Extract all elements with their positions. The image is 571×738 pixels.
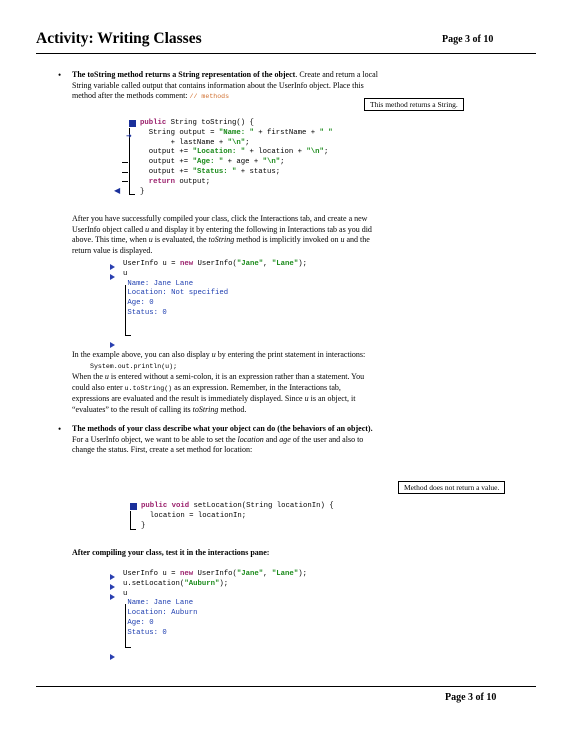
arrow-left-icon: ◀: [114, 186, 121, 195]
interactions-1: UserInfo u = new UserInfo("Jane", "Lane"); u Name: Jane Lane Location: Not specified Age: 0 Status: 0: [123, 260, 307, 317]
section1-line2: String variable called output that contains information about the UserInfo object. Place this: [72, 80, 364, 90]
code-bracket: [130, 511, 131, 529]
bullet-1: •: [58, 70, 62, 80]
tostring-code: public String toString() { String output = "Name: " + firstName + " " + lastName + "\n"; output += "Location: " + location + "\n"; output += "Age: " + age + "\n"; output += "Status: " + status; return output; }: [140, 119, 333, 196]
footer-rule: [36, 686, 536, 687]
interactions-2: UserInfo u = new UserInfo("Jane", "Lane"); u.setLocation("Auburn"); u Name: Jane Lane Location: Auburn Age: 0 Status: 0: [123, 570, 307, 637]
setlocation-code: public void setLocation(String locationIn) { location = locationIn; }: [141, 502, 334, 530]
after-compile-paragraph: After you have successfully compiled your class, click the Interactions tab, and create a new UserInfo object called u and display it by entering the following in Interactions tab as you did above. This time, when u is evaluated, the toString method is implicitly invoked on u and the return value is displayed.: [72, 214, 372, 255]
arrow-right-icon: ➜: [126, 132, 132, 140]
methods-comment: // methods: [189, 93, 230, 101]
prompt-icon: [110, 584, 115, 590]
header-rule: [36, 53, 536, 54]
output-bracket-end: [125, 647, 131, 648]
cursor-marker: [129, 120, 136, 127]
code-tick: [122, 181, 128, 182]
bullet-2: •: [58, 424, 62, 434]
section1-line1-rest: . Create and return a local: [295, 70, 378, 79]
after-compiling-heading: After compiling your class, test it in the interactions pane:: [72, 548, 270, 557]
print-paragraph: In the example above, you can also display u by entering the print statement in interactions: System.out.println(u); When the u is entered without a semi-colon, it is an expression rather than a statement. You could also enter u.toString() as an expression. Remember, in the Interactions tab, expressions are evaluated and the result is immediately displayed. Since u is an object, it “evaluates” to the result of calling its toString method.: [72, 350, 366, 414]
code-tick: [122, 162, 128, 163]
cursor-marker: [130, 503, 137, 510]
section1-lead: The toString method returns a String representation of the object: [72, 70, 296, 79]
header-page-number: Page 3 of 10: [442, 34, 494, 45]
section1-line3: method after the methods comment:: [72, 91, 190, 101]
code-bracket-end: [130, 529, 136, 530]
callout-no-return: Method does not return a value.: [398, 481, 505, 494]
prompt-icon: [110, 654, 115, 660]
code-tick: [122, 172, 128, 173]
prompt-icon: [110, 274, 115, 280]
output-bracket-end: [125, 335, 131, 336]
callout-returns-string: This method returns a String.: [364, 98, 464, 111]
prompt-icon: [110, 574, 115, 580]
page-title: Activity: Writing Classes: [36, 30, 202, 47]
prompt-icon: [110, 342, 115, 348]
section2-intro: The methods of your class describe what your object can do (the behaviors of an object). For a UserInfo object, we want to be able to set the location and age of the user and also to change the status. First, create a set method for location:: [72, 424, 373, 455]
println-code: System.out.println(u);: [90, 362, 178, 370]
prompt-icon: [110, 264, 115, 270]
prompt-icon: [110, 594, 115, 600]
code-bracket-end: [129, 194, 135, 195]
footer-page-number: Page 3 of 10: [445, 692, 497, 703]
